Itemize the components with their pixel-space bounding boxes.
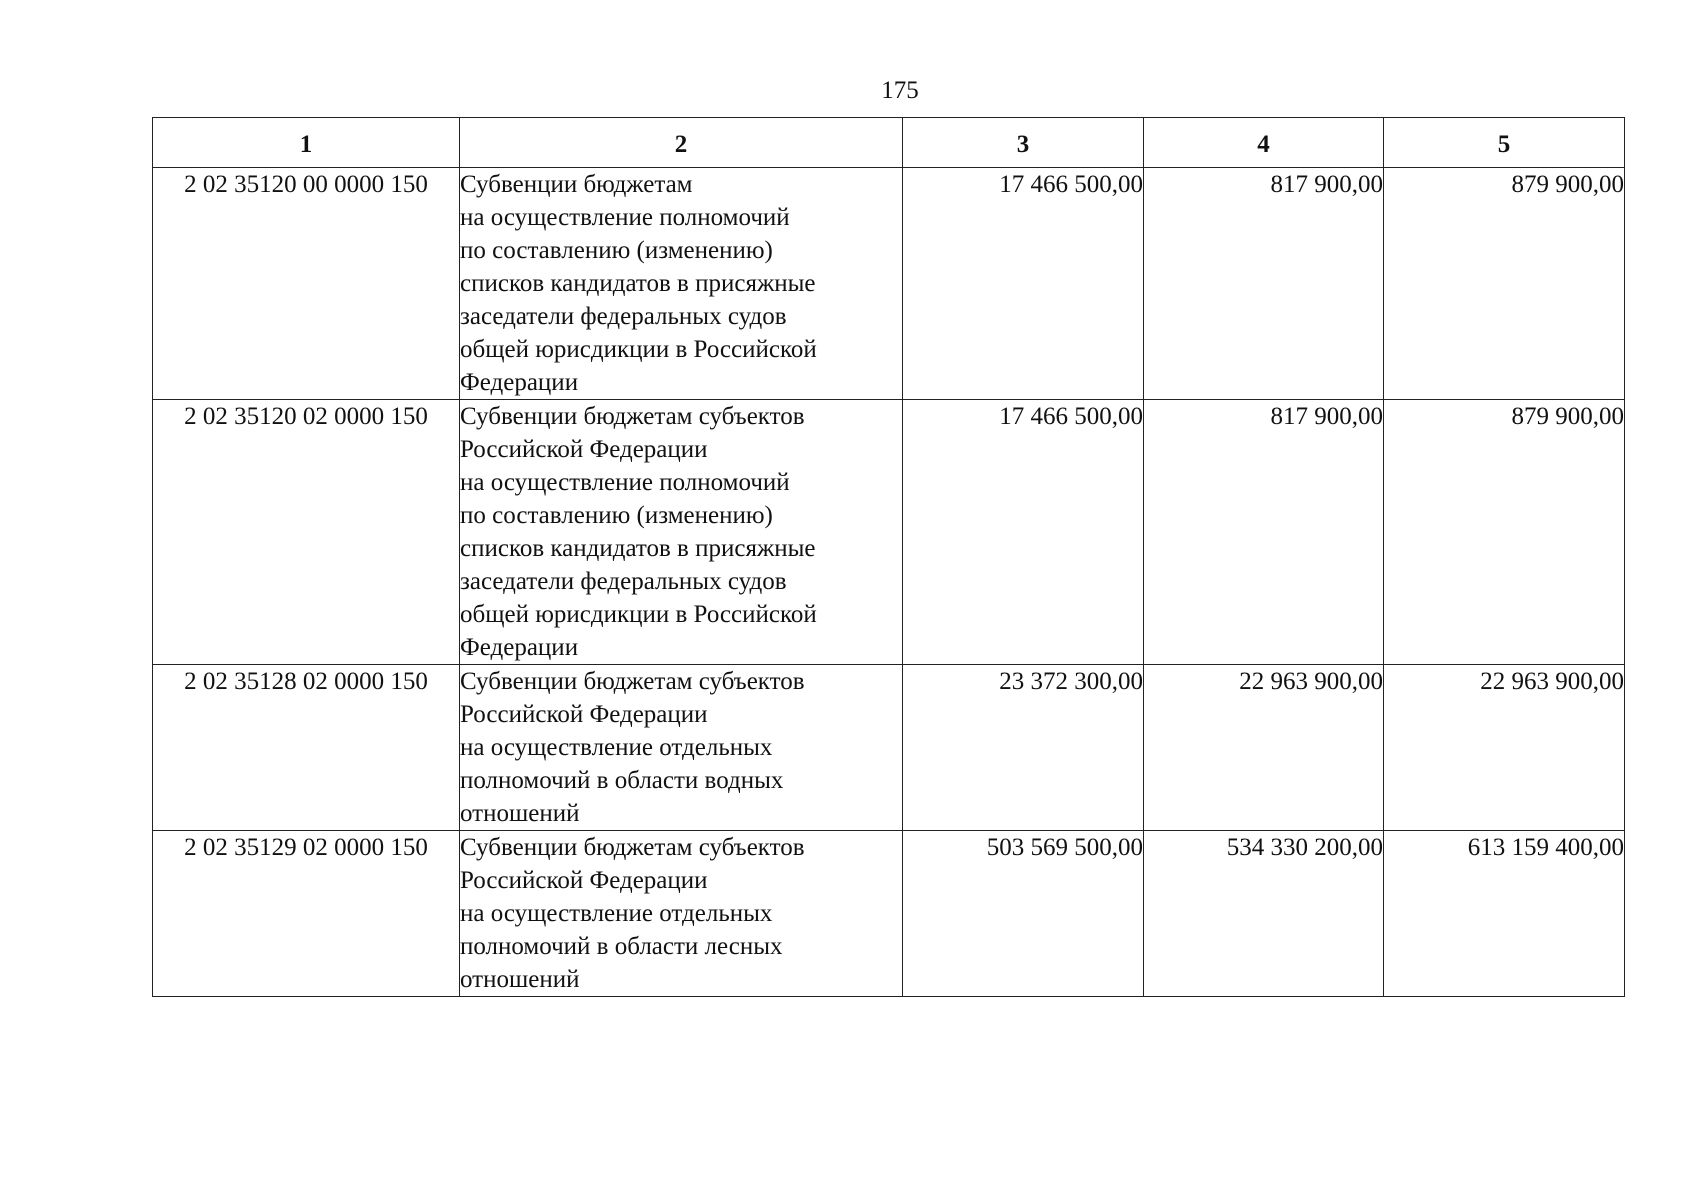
name-line: Федерации: [460, 369, 579, 396]
name-line: отношений: [460, 800, 580, 827]
page-number: 175: [881, 77, 919, 104]
code-cell: 2 02 35120 02 0000 150: [153, 400, 460, 665]
name-line: Российской Федерации: [460, 867, 708, 894]
value-cell-4: 817 900,00: [1144, 400, 1384, 665]
table-row: [153, 400, 1625, 665]
name-line: общей юрисдикции в Российской: [460, 336, 817, 363]
table-row: [153, 665, 1625, 831]
name-line: списков кандидатов в присяжные: [460, 535, 816, 562]
name-line: отношений: [460, 966, 580, 993]
code-cell: 2 02 35129 02 0000 150: [153, 831, 460, 997]
value-cell-3: 23 372 300,00: [903, 665, 1144, 831]
name-cell: [460, 665, 903, 831]
value-cell-5: 879 900,00: [1384, 168, 1625, 400]
value-cell-4: 534 330 200,00: [1144, 831, 1384, 997]
name-line: полномочий в области водных: [460, 767, 784, 794]
name-line: общей юрисдикции в Российской: [460, 601, 817, 628]
code-cell: 2 02 35128 02 0000 150: [153, 665, 460, 831]
name-line: Субвенции бюджетам субъектов: [460, 403, 805, 430]
value-cell-3: 503 569 500,00: [903, 831, 1144, 997]
name-line: на осуществление отдельных: [460, 734, 773, 761]
header-cell-4: 4: [1144, 118, 1384, 168]
name-line: по составлению (изменению): [460, 502, 773, 529]
value-cell-4: 22 963 900,00: [1144, 665, 1384, 831]
value-cell-4: 817 900,00: [1144, 168, 1384, 400]
name-line: Российской Федерации: [460, 701, 708, 728]
table-row: [153, 168, 1625, 400]
name-line: Субвенции бюджетам: [460, 171, 693, 198]
value-cell-3: 17 466 500,00: [903, 400, 1144, 665]
header-row: [153, 118, 1625, 168]
name-line: по составлению (изменению): [460, 237, 773, 264]
name-cell: [460, 168, 903, 400]
name-line: на осуществление отдельных: [460, 900, 773, 927]
name-line: Федерации: [460, 634, 579, 661]
name-line: Российской Федерации: [460, 436, 708, 463]
budget-table: [152, 117, 1625, 997]
name-line: заседатели федеральных судов: [460, 303, 787, 330]
code-cell: 2 02 35120 00 0000 150: [153, 168, 460, 400]
value-cell-5: 879 900,00: [1384, 400, 1625, 665]
name-line: полномочий в области лесных: [460, 933, 783, 960]
header-cell-5: 5: [1384, 118, 1625, 168]
name-line: Субвенции бюджетам субъектов: [460, 834, 805, 861]
name-cell: [460, 400, 903, 665]
name-line: на осуществление полномочий: [460, 204, 790, 231]
value-cell-5: 22 963 900,00: [1384, 665, 1625, 831]
table-row: [153, 831, 1625, 997]
name-cell: [460, 831, 903, 997]
name-line: заседатели федеральных судов: [460, 568, 787, 595]
header-cell-2: 2: [460, 118, 903, 168]
name-line: списков кандидатов в присяжные: [460, 270, 816, 297]
header-cell-1: 1: [153, 118, 460, 168]
header-cell-3: 3: [903, 118, 1144, 168]
value-cell-5: 613 159 400,00: [1384, 831, 1625, 997]
value-cell-3: 17 466 500,00: [903, 168, 1144, 400]
name-line: Субвенции бюджетам субъектов: [460, 668, 805, 695]
name-line: на осуществление полномочий: [460, 469, 790, 496]
